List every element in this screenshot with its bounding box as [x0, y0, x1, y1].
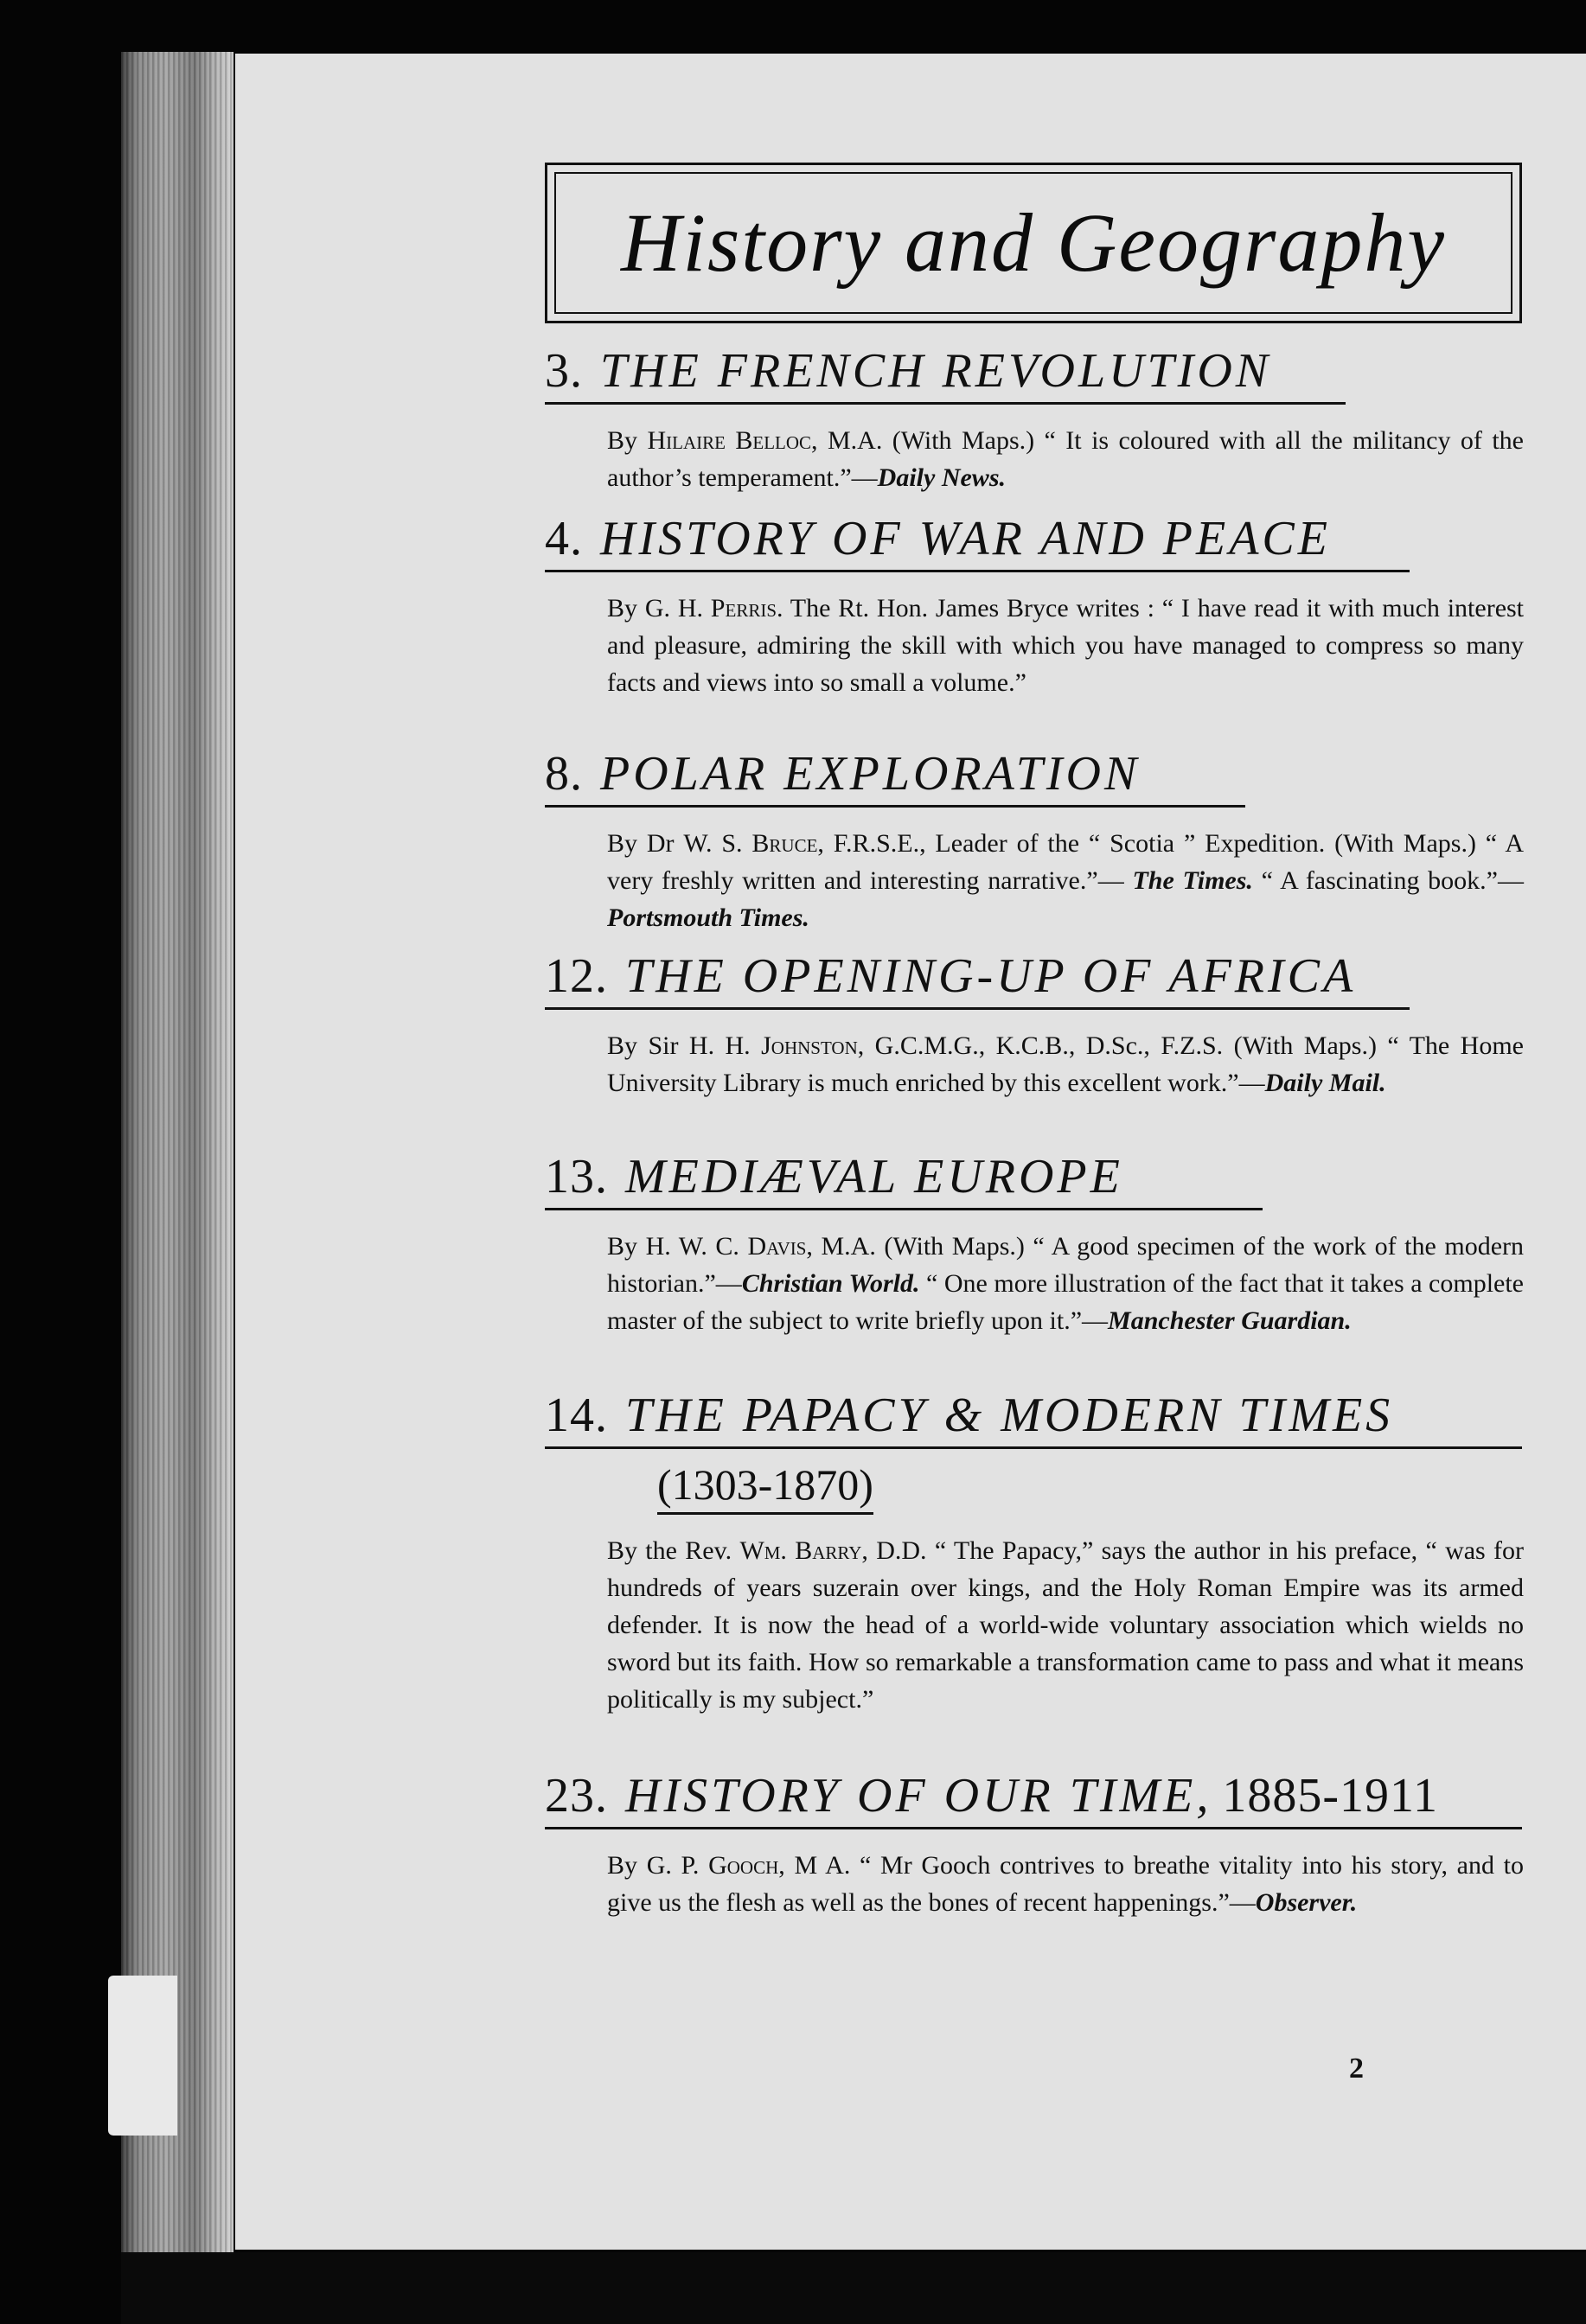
entry-description: [607, 1228, 1524, 1339]
author-name: Wm. Barry: [739, 1536, 862, 1565]
entry-text: , G.C.M.G., K.C.B., D.Sc., F.Z.S. (With Maps.) “ The Home University Library is much enriched by this excellent work.”—: [607, 1031, 1524, 1097]
book-spine: [121, 52, 233, 2252]
bottom-shadow: [121, 2252, 1586, 2324]
author-prefix: By Sir: [607, 1031, 689, 1060]
entry-title: HISTORY OF WAR AND PEACE: [600, 512, 1331, 565]
entry-description: [607, 422, 1524, 496]
entry-title: MEDIÆVAL EUROPE: [625, 1150, 1123, 1204]
entry-text: , M A. “ Mr Gooch contrives to breathe vitality into his story, and to give us the flesh as well as the bones of recent happenings.”—: [607, 1850, 1524, 1917]
author-name: W. S. Bruce: [683, 828, 818, 858]
page-tab: [108, 1976, 177, 2136]
entry-text: . The Rt. Hon. James Bryce writes : “ I have read it with much interest and pleasure, admiring the skill with which you have managed to compress so many facts and views into so small a volume.”: [607, 593, 1525, 697]
book-entry: [545, 346, 1531, 496]
review-source: Manchester Guardian.: [1108, 1306, 1352, 1335]
entry-number: 12.: [545, 949, 608, 1003]
book-entry: [545, 1152, 1531, 1339]
entry-title: POLAR EXPLORATION: [600, 747, 1141, 801]
entry-description: [607, 1027, 1524, 1101]
author-prefix: By the Rev.: [607, 1536, 740, 1565]
entry-description: [607, 590, 1524, 701]
entry-number: 14.: [545, 1389, 608, 1442]
entry-text: , M.A. (With Maps.) “ It is coloured with all the militancy of the author’s temperament.”—: [607, 425, 1525, 492]
page-content: [311, 102, 1539, 2085]
author-name: H. H. Johnston: [688, 1031, 858, 1060]
entry-text: , M.A. (With Maps.) “ A good specimen of the work of the modern historian.”—: [607, 1231, 1525, 1298]
entry-number: 8.: [545, 747, 583, 801]
entry-number: 13.: [545, 1150, 608, 1204]
entry-text-cont: “ A fascinating book.”—: [1252, 865, 1525, 895]
author-prefix: By: [607, 425, 648, 455]
entry-heading: [545, 749, 1245, 808]
author-name: Hilaire Belloc: [647, 425, 812, 455]
entry-text-cont: “ One more illustration of the fact that it takes a complete master of the subject to write briefly upon it.”—: [607, 1268, 1524, 1335]
entry-year-range: 1885-1911: [1222, 1769, 1438, 1823]
entry-number: 23.: [545, 1769, 608, 1823]
book-entry: [545, 1771, 1531, 1921]
entry-text: , F.R.S.E., Leader of the “ Scotia ” Expedition. (With Maps.) “ A very freshly written and interesting narrative.”—: [607, 828, 1524, 895]
page-number: 2: [1349, 2053, 1364, 2085]
entry-heading: [545, 346, 1346, 405]
author-name: G. P. Gooch: [646, 1850, 779, 1880]
author-prefix: By: [607, 1231, 646, 1261]
entry-description: [607, 1532, 1524, 1718]
section-title: History and Geography: [621, 196, 1446, 289]
author-prefix: By: [607, 593, 645, 622]
review-source: The Times.: [1132, 865, 1253, 895]
review-source: Daily News.: [877, 463, 1006, 492]
author-prefix: By Dr: [607, 828, 684, 858]
section-header-frame: [545, 163, 1522, 323]
book-entry: [545, 1390, 1531, 1718]
section-header-inner-frame: [554, 172, 1512, 314]
entry-title: THE FRENCH REVOLUTION: [600, 344, 1272, 398]
entry-title-separator: ,: [1196, 1769, 1223, 1823]
review-source: Observer.: [1255, 1887, 1358, 1917]
entry-heading: [545, 1152, 1263, 1210]
author-name: H. W. C. Davis: [645, 1231, 807, 1261]
entry-title: HISTORY OF OUR TIME: [625, 1769, 1197, 1823]
book-entry: [545, 514, 1531, 701]
entry-number: 3.: [545, 344, 583, 398]
review-source: Portsmouth Times.: [607, 903, 809, 932]
entry-heading: [545, 1390, 1522, 1449]
entry-heading: [545, 1771, 1522, 1829]
entry-description: [607, 825, 1524, 936]
entry-number: 4.: [545, 512, 583, 565]
entry-date-range: (1303-1870): [657, 1461, 873, 1515]
entry-heading: [545, 951, 1410, 1010]
author-name: G. H. Perris: [644, 593, 777, 622]
entry-heading: [545, 514, 1410, 572]
spine-texture: [121, 52, 233, 2252]
entry-text: , D.D. “ The Papacy,” says the author in his preface, “ was for hundreds of years suzerain over kings, and the Holy Roman Empire was its armed defender. It is now the head of a world-wide voluntary association which wields no sword but its faith. How so remarkable a transformation came to pass and what it means politically is my subject.”: [607, 1536, 1524, 1714]
review-source: Daily Mail.: [1264, 1068, 1386, 1097]
book-entry: [545, 749, 1531, 936]
review-source: Christian World.: [741, 1268, 920, 1298]
entry-title: THE PAPACY & MODERN TIMES: [625, 1389, 1394, 1442]
entry-title: THE OPENING-UP OF AFRICA: [625, 949, 1357, 1003]
entry-description: [607, 1847, 1524, 1921]
author-prefix: By: [607, 1850, 647, 1880]
book-entry: [545, 951, 1531, 1101]
